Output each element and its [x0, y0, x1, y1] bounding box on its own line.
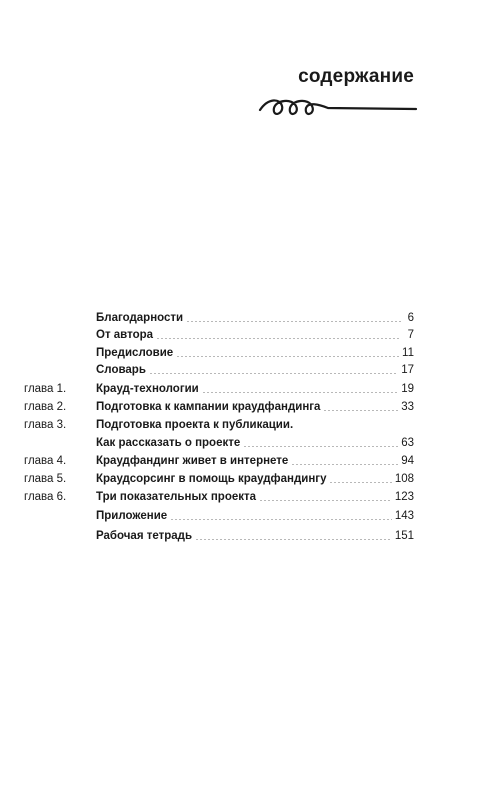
- chapter-number: глава 2.: [24, 401, 67, 413]
- leader-dots: [329, 482, 391, 483]
- page-number: 151: [394, 530, 414, 542]
- entry-title: Рабочая тетрадь: [96, 530, 193, 542]
- leader-dots: [202, 392, 398, 393]
- toc-row[interactable]: [0, 416, 496, 434]
- entry-title: От автора: [96, 329, 154, 341]
- leader-dots: [195, 539, 392, 540]
- leader-dots: [156, 338, 401, 339]
- toc-row[interactable]: [0, 361, 496, 379]
- toc-row[interactable]: [0, 470, 496, 488]
- toc-row[interactable]: [0, 488, 496, 506]
- entry-title: Как рассказать о проекте: [96, 437, 241, 449]
- chapter-number: глава 3.: [24, 419, 67, 431]
- page-number: 108: [394, 473, 414, 485]
- entry-title: Благодарности: [96, 312, 184, 324]
- entry-title: Приложение: [96, 510, 168, 522]
- toc-heading: содержание: [298, 66, 414, 87]
- page-number: 63: [401, 437, 414, 449]
- page-number: 94: [401, 455, 414, 467]
- toc-row[interactable]: [0, 527, 496, 545]
- leader-dots: [323, 410, 398, 411]
- toc-row[interactable]: [0, 398, 496, 416]
- page-number: 33: [401, 401, 414, 413]
- toc-row[interactable]: [0, 380, 496, 398]
- page-number: 143: [394, 510, 414, 522]
- leader-dots: [186, 321, 401, 322]
- entry-title: Краудсорсинг в помощь краудфандингу: [96, 473, 327, 485]
- entry-title: Крауд-технологии: [96, 383, 199, 395]
- entry-title: Словарь: [96, 364, 146, 376]
- chapter-number: глава 1.: [24, 383, 67, 395]
- entry-title: Предисловие: [96, 347, 174, 359]
- flourish-ornament-icon: [258, 92, 418, 122]
- page-number: 11: [402, 347, 414, 359]
- leader-dots: [176, 356, 399, 357]
- leader-dots: [170, 519, 392, 520]
- entry-title: Краудфандинг живет в интернете: [96, 455, 289, 467]
- toc-row[interactable]: [0, 434, 496, 452]
- page-number: 7: [407, 329, 414, 341]
- leader-dots: [149, 373, 398, 374]
- chapter-number: глава 4.: [24, 455, 67, 467]
- leader-dots: [259, 500, 392, 501]
- entry-title: Три показательных проекта: [96, 491, 257, 503]
- entry-title: Подготовка проекта к публикации.: [96, 419, 294, 431]
- chapter-number: глава 5.: [24, 473, 67, 485]
- leader-dots: [291, 464, 398, 465]
- chapter-number: глава 6.: [24, 491, 67, 503]
- page-number: 123: [394, 491, 414, 503]
- toc-row[interactable]: [0, 507, 496, 525]
- leader-dots: [243, 446, 398, 447]
- entry-title: Подготовка к кампании краудфандинга: [96, 401, 321, 413]
- page-number: 19: [401, 383, 414, 395]
- page-number: 17: [401, 364, 414, 376]
- toc-row[interactable]: [0, 452, 496, 470]
- toc-row[interactable]: [0, 344, 496, 362]
- toc-row[interactable]: [0, 326, 496, 344]
- toc-row[interactable]: [0, 309, 496, 327]
- page-number: 6: [407, 312, 414, 324]
